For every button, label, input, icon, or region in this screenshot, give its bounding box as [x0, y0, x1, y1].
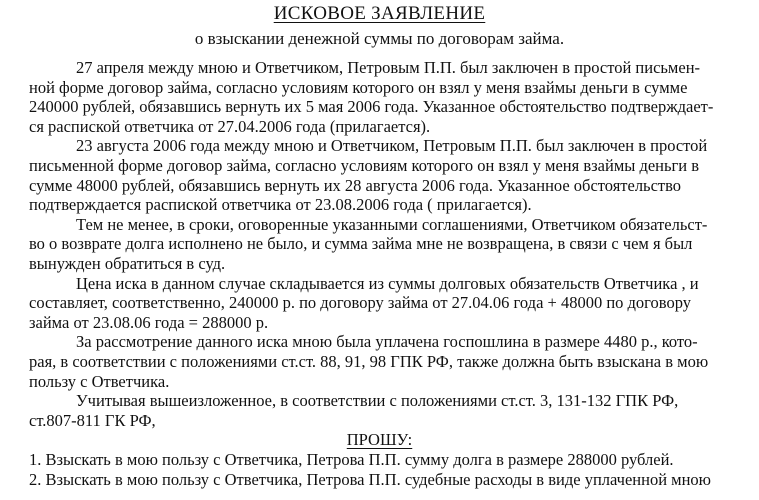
paragraph-line: Учитывая вышеизложенное, в соответствии с положениями ст.ст. 3, 131-132 ГПК РФ, [76, 391, 679, 410]
paragraph-line: 240000 рублей, обязавшись вернуть их 5 мая 2006 года. Указанное обстоятельство подтверждает- [29, 97, 714, 116]
paragraph-line: составляет, соответственно, 240000 р. по договору займа от 27.04.06 года + 48000 по договору [29, 293, 691, 312]
request-item: 2. Взыскать в мою пользу с Ответчика, Петрова П.П. судебные расходы в виде уплаченной мною [29, 470, 712, 489]
document-subtitle: о взыскании денежной суммы по договорам займа. [194, 29, 565, 48]
paragraph-line: 23 августа 2006 года между мною и Ответчиком, Петровым П.П. был заключен в простой [76, 136, 708, 155]
paragraph-line: ст.807-811 ГК РФ, [29, 411, 156, 430]
paragraph-line: Цена иска в данном случае складывается из суммы долговых обязательств Ответчика , и [76, 274, 699, 293]
paragraph-line: письменной форме договор займа, согласно условиям которого он взял у меня взаймы деньги в [29, 156, 700, 175]
paragraph-line: 27 апреля между мною и Ответчиком, Петровым П.П. был заключен в простой письмен- [76, 58, 701, 77]
paragraph-line: ной форме договор займа, согласно условиям которого он взял у меня взаймы деньги в сумме [29, 78, 688, 97]
paragraph-line: Тем не менее, в сроки, оговоренные указанными соглашениями, Ответчиком обязательст- [76, 215, 708, 234]
paragraph-line: займа от 23.08.06 года = 288000 р. [29, 313, 269, 332]
request-heading: ПРОШУ: [346, 430, 413, 449]
paragraph-line: вынужден обратиться в суд. [29, 254, 226, 273]
paragraph-line: во о возврате долга исполнено не было, и сумма займа мне не возвращена, в связи с чем я был [29, 234, 693, 253]
paragraph-line: подтверждается распиской ответчика от 23.08.2006 года ( прилагается). [29, 195, 532, 214]
paragraph-line: сумме 48000 рублей, обязавшись вернуть их 28 августа 2006 года. Указанное обстоятельство [29, 176, 682, 195]
document-title: ИСКОВОЕ ЗАЯВЛЕНИЕ [273, 3, 486, 24]
paragraph-line: ся распиской ответчика от 27.04.2006 года (прилагается). [29, 117, 431, 136]
paragraph-line: рая, в соответствии с положениями ст.ст. 88, 91, 98 ГПК РФ, также должна быть взыскана в мою [29, 352, 709, 371]
request-item: 1. Взыскать в мою пользу с Ответчика, Петрова П.П. сумму долга в размере 288000 рублей. [29, 450, 674, 469]
paragraph-line: За рассмотрение данного иска мною была уплачена госпошлина в размере 4480 р., кото- [76, 332, 698, 351]
paragraph-line: пользу с Ответчика. [29, 372, 170, 391]
